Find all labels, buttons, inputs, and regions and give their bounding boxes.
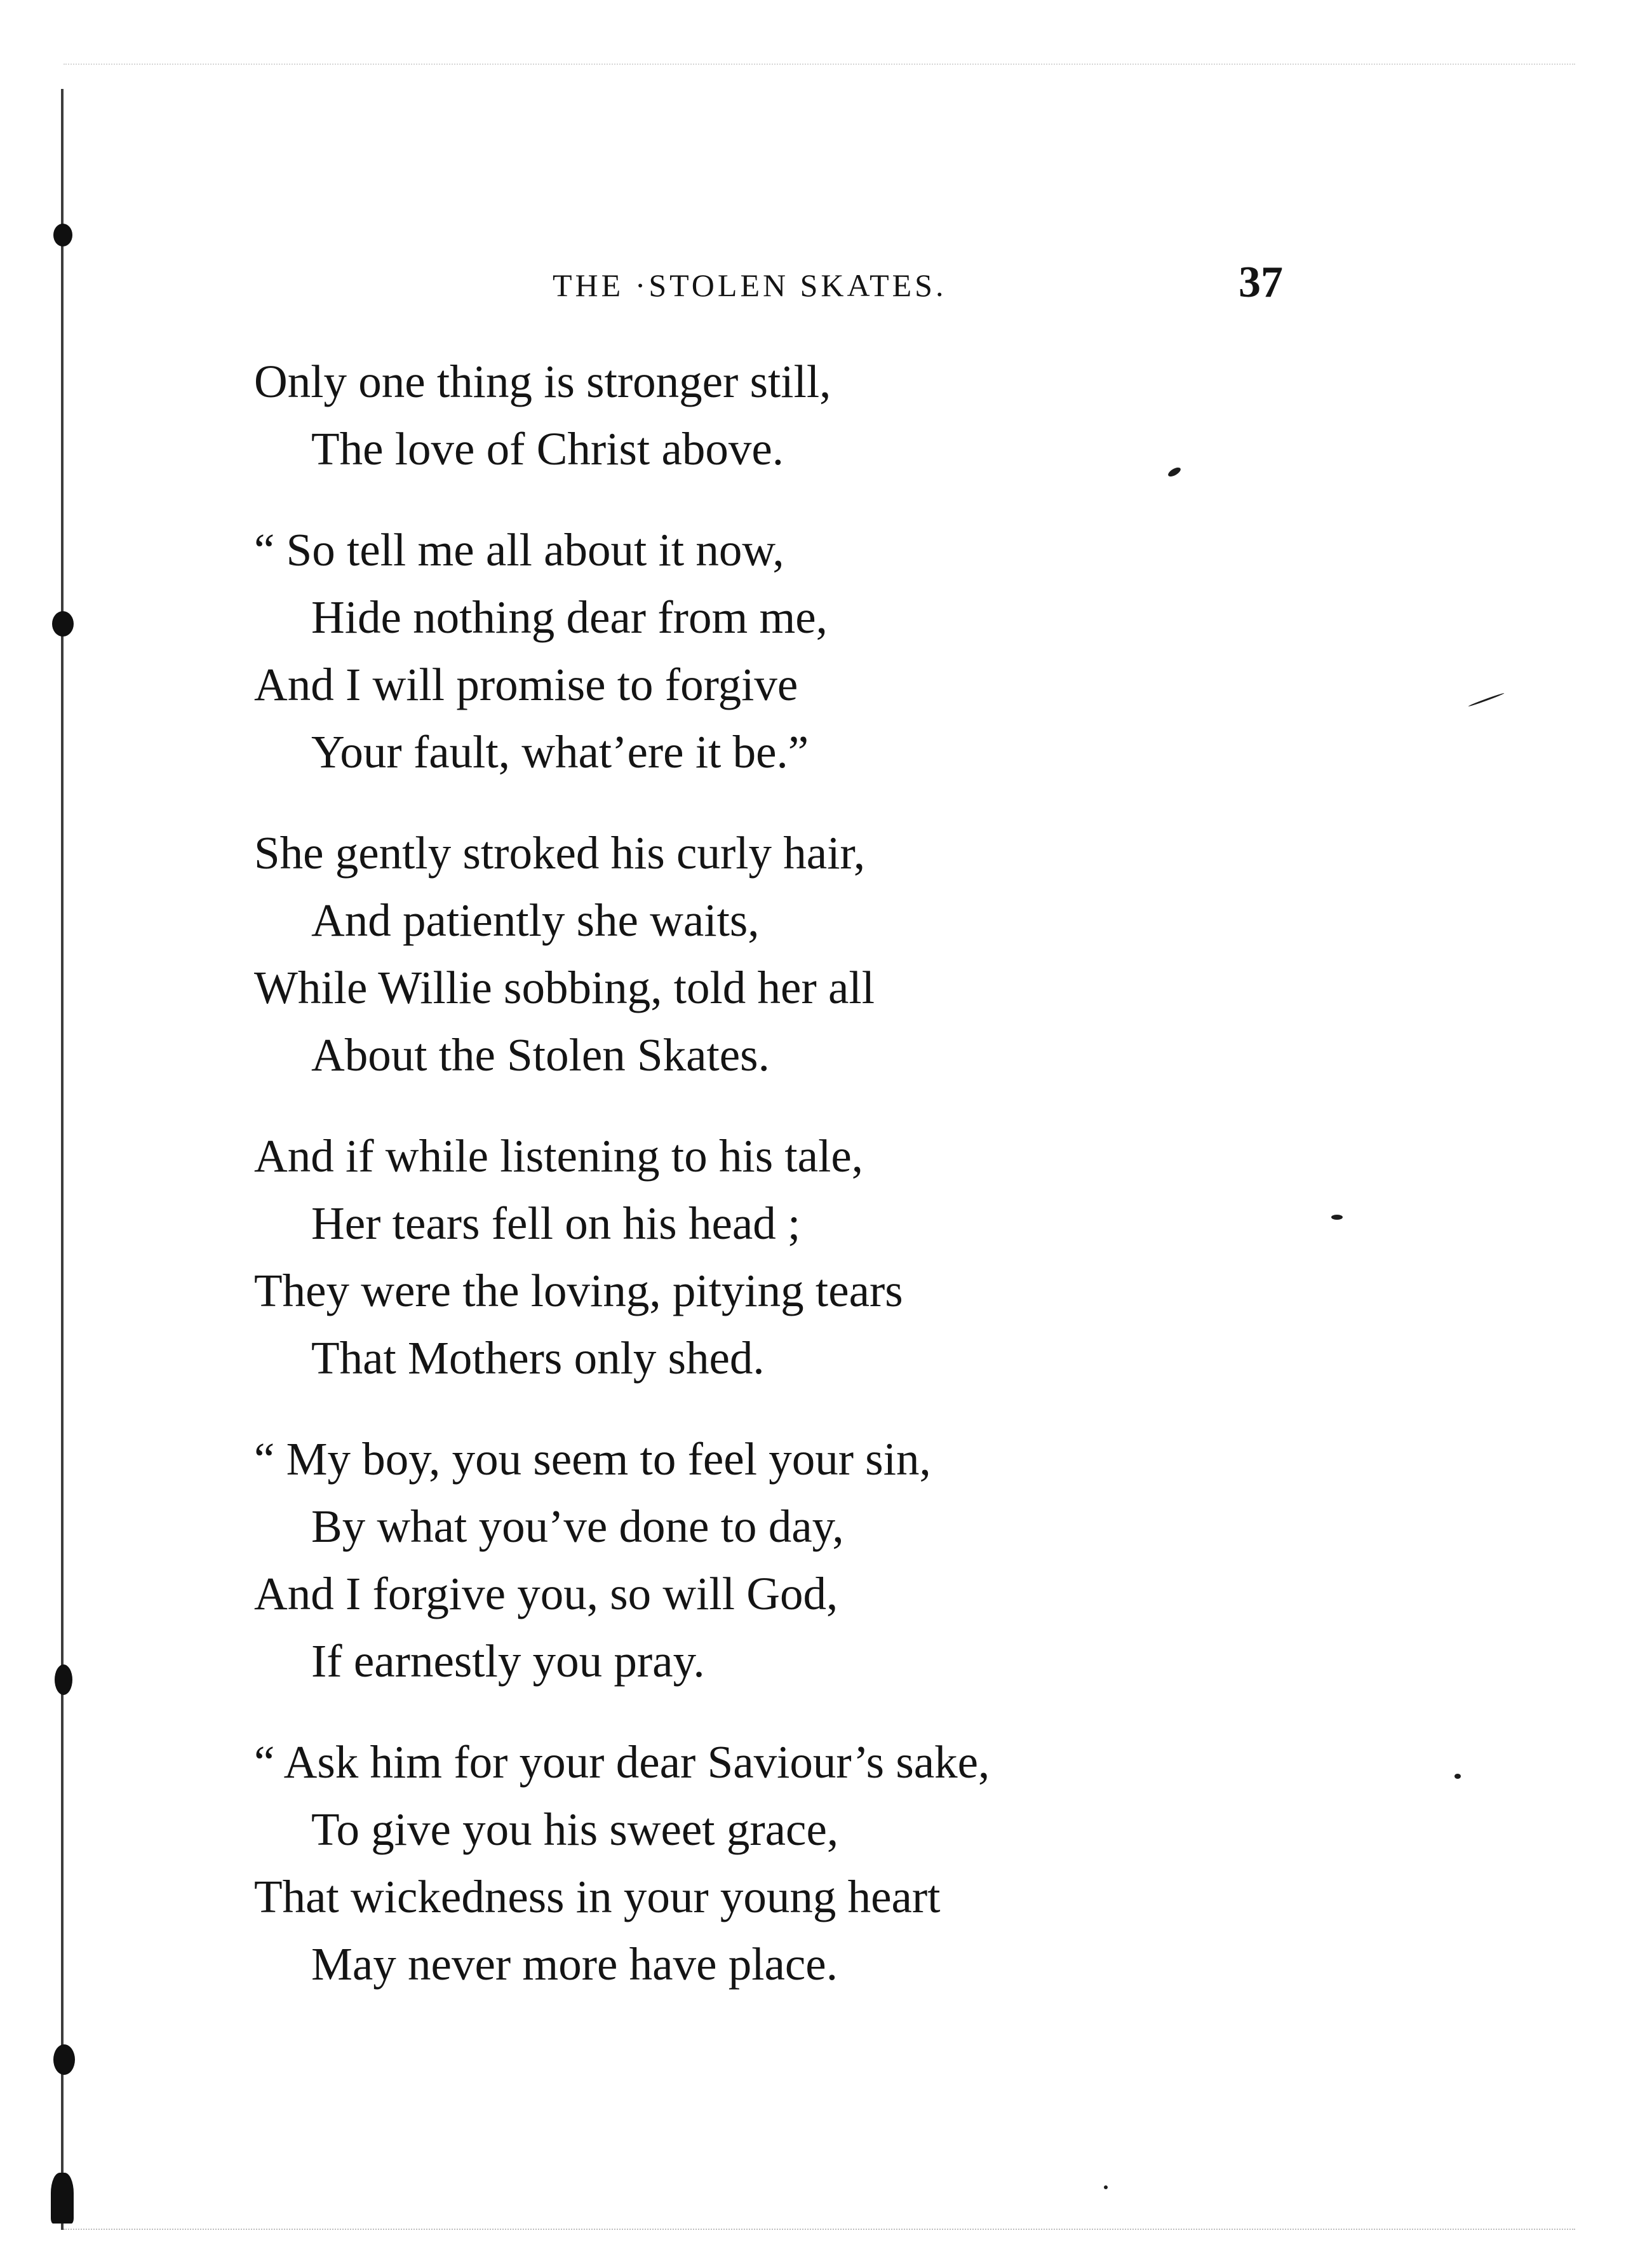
poem-line: The love of Christ above.: [311, 423, 784, 475]
page-bottom-edge: [64, 2229, 1575, 2230]
poem-line: Your fault, what’ere it be.”: [311, 726, 809, 778]
poem-line: That wickedness in your young heart: [254, 1871, 941, 1922]
poem-line: She gently stroked his curly hair,: [254, 827, 866, 879]
page-top-edge: [64, 64, 1575, 65]
binding-mark: [53, 224, 72, 246]
poem-line: Hide nothing dear from me,: [311, 591, 828, 643]
poem-line: And if while listening to his tale,: [254, 1130, 864, 1182]
binding-mark: [55, 1664, 72, 1695]
poem-line: If earnestly you pray.: [311, 1635, 705, 1687]
ink-speck: [1468, 692, 1504, 707]
binding-edge: [61, 89, 70, 2230]
poem-line: That Mothers only shed.: [311, 1332, 765, 1384]
binding-mark: [51, 2173, 74, 2224]
stanza: [254, 348, 1461, 483]
stanza: [254, 1426, 1461, 1695]
poem-line: And I will promise to forgive: [254, 659, 798, 710]
poem-line: “ My boy, you seem to feel your sin,: [254, 1433, 931, 1485]
poem-line: And I forgive you, so will God,: [254, 1568, 838, 1619]
poem-line: “ Ask him for your dear Saviour’s sake,: [254, 1736, 990, 1788]
poem-line: “ So tell me all about it now,: [254, 524, 784, 576]
poem-line: They were the loving, pitying tears: [254, 1265, 903, 1316]
poem-body: [254, 348, 1461, 2032]
stanza: [254, 1123, 1461, 1392]
poem-line: May never more have place.: [311, 1938, 838, 1990]
running-header-title: THE ·STOLEN SKATES.: [553, 267, 947, 303]
poem-line: And patiently she waits,: [311, 894, 760, 946]
stanza: [254, 820, 1461, 1089]
poem-line: While Willie sobbing, told her all: [254, 962, 875, 1013]
stanza: [254, 1729, 1461, 1998]
poem-line: About the Stolen Skates.: [311, 1029, 770, 1081]
binding-mark: [53, 2044, 75, 2075]
ink-speck: [1104, 2185, 1108, 2189]
page-number: 37: [1239, 258, 1283, 307]
poem-line: Her tears fell on his head ;: [311, 1198, 801, 1249]
poem-line: By what you’ve done to day,: [311, 1501, 844, 1552]
stanza: [254, 516, 1461, 786]
poem-line: To give you his sweet grace,: [311, 1804, 839, 1855]
poem-line: Only one thing is stronger still,: [254, 356, 831, 407]
binding-mark: [52, 611, 74, 637]
